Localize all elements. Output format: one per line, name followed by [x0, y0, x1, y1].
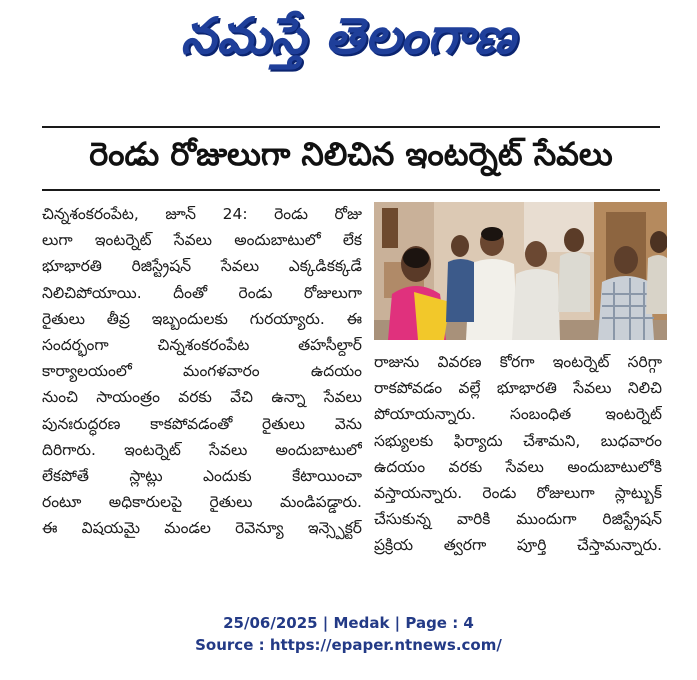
article-line: భూభారతి రిజిస్ట్రేషన్ సేవలు ఎక్కడికక్కడే [42, 257, 362, 276]
article-line: రాకపోవడం వల్లే భూభారతి సేవలు నిలిచి [374, 379, 662, 398]
article-line: చిన్నశంకరంపేట, జూన్ 24: రెండు రోజు [42, 205, 362, 223]
article-line: పునఃరుద్ధరణ కాకపోవడంతో రైతులు వెను [42, 414, 362, 433]
article-line: పోయాయన్నారు. సంబంధిత ఇంటర్నెట్ [374, 405, 662, 424]
farmers-waiting-at-office-photo [374, 202, 667, 340]
article-line: రంటూ అధికారులపై రైతులు మండిపడ్డారు. [42, 493, 362, 512]
article-line: కార్యాలయంలో మంగళవారం ఉదయం [42, 362, 362, 381]
article-line: ఈ విషయమై మండల రెవెన్యూ ఇన్స్పెక్టర్ [42, 519, 362, 538]
headline [42, 128, 660, 188]
article-line: లుగా ఇంటర్నెట్ సేవలు అందుబాటులో లేక [42, 231, 362, 250]
article-line: నుంచి సాయంత్రం వరకు వేచి ఉన్నా సేవలు [42, 388, 362, 407]
article-line: నిలిచిపోయాయి. దీంతో రెండు రోజులుగా [42, 283, 362, 302]
date-edition-page: 25/06/2025 | Medak | Page : 4 [223, 614, 474, 632]
article-line: వస్తాయన్నారు. రెండు రోజులుగా స్లాట్బుక్ [374, 484, 662, 503]
article-line: సందర్భంగా చిన్నశంకరంపేట తహసీల్దార్ [42, 336, 362, 355]
source-footer [0, 612, 697, 656]
source-url: Source : https://epaper.ntnews.com/ [195, 636, 502, 654]
article-line: రాజును వివరణ కోరగా ఇంటర్నెట్ సరిగ్గా [374, 353, 662, 371]
article-line: రైతులు తీవ్ర ఇబ్బందులకు గురయ్యారు. ఈ [42, 309, 362, 328]
article-line: ఉదయం వరకు సేవలు అందుబాటులోకి [374, 457, 662, 476]
headline-bottom-rule [42, 189, 660, 191]
article-line: ప్రక్రియ త్వరగా పూర్తి చేస్తామన్నారు. [374, 536, 662, 555]
article-line: చేసుకున్న వారికి ముందుగా రిజిస్ట్రేషన్ [374, 510, 662, 529]
article-line: దిరిగారు. ఇంటర్నెట్ సేవలు అందుబాటులో [42, 440, 362, 459]
article-column-right [374, 349, 662, 559]
headline-text: రెండు రోజులుగా నిలిచిన ఇంటర్నెట్ సేవలు [89, 135, 613, 173]
masthead [0, 0, 697, 72]
article-line: సభ్యులకు ఫిర్యాదు చేశామని, బుధవారం [374, 431, 662, 450]
article-line: లేకపోతే స్లాట్లు ఎందుకు కేటాయించా [42, 467, 362, 486]
article-column-left [42, 201, 362, 542]
masthead-logo: నమస్తే తెలంగాణ [180, 7, 517, 65]
